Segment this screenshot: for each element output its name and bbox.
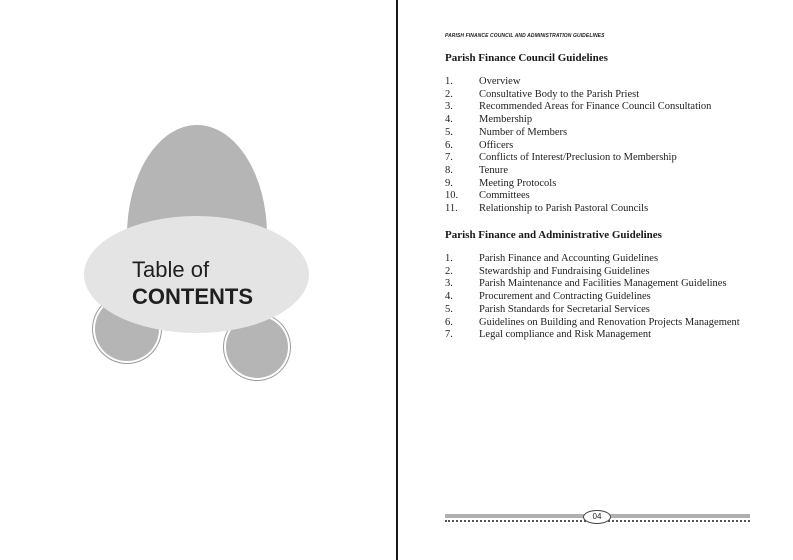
toc-entry-title: Parish Standards for Secretarial Services (479, 303, 650, 315)
title-line-2: CONTENTS (132, 284, 253, 309)
toc-entry-title: Membership (479, 114, 533, 126)
toc-entry-number: 10. (445, 190, 459, 202)
page-number-badge: 04 (583, 510, 611, 524)
section-heading-administrative: Parish Finance and Administrative Guidelines (445, 229, 662, 241)
toc-entry (445, 140, 750, 153)
section-heading-finance-council: Parish Finance Council Guidelines (445, 52, 608, 64)
left-page (0, 0, 396, 560)
toc-entry-number: 6. (445, 139, 453, 151)
toc-entry (445, 329, 750, 342)
toc-entry (445, 190, 750, 203)
toc-entry-number: 5. (445, 303, 453, 315)
toc-entry (445, 304, 750, 317)
toc-entry (445, 101, 750, 114)
toc-entry-title: Overview (479, 76, 521, 87)
toc-entry-title: Procurement and Contracting Guidelines (479, 291, 651, 303)
toc-entry-number: 7. (445, 329, 453, 341)
toc-entry (445, 152, 750, 165)
toc-entry-number: 1. (445, 76, 453, 87)
toc-entry-title: Legal compliance and Risk Management (479, 329, 652, 341)
toc-entry (445, 127, 750, 140)
toc-entry (445, 165, 750, 178)
administrative-contents-list (445, 253, 750, 342)
page-footer (445, 508, 750, 528)
toc-entry (445, 76, 750, 89)
right-page (398, 0, 793, 560)
toc-entry-number: 2. (445, 265, 453, 277)
toc-entry-title: Recommended Areas for Finance Council Consultation (479, 101, 712, 113)
toc-entry (445, 253, 750, 266)
toc-entry (445, 317, 750, 330)
toc-entry-title: Conflicts of Interest/Preclusion to Membership (479, 152, 677, 164)
title-line-1: Table of (132, 257, 210, 282)
finance-council-contents-list (445, 76, 750, 216)
toc-entry-number: 6. (445, 316, 453, 328)
toc-entry (445, 89, 750, 102)
toc-entry (445, 291, 750, 304)
toc-entry-title: Tenure (479, 164, 508, 176)
toc-entry (445, 203, 750, 216)
toc-entry-title: Number of Members (479, 126, 568, 138)
toc-entry-number: 8. (445, 164, 453, 176)
toc-entry-title: Parish Finance and Accounting Guidelines (479, 253, 659, 264)
toc-entry-title: Guidelines on Building and Renovation Projects Management (479, 316, 740, 328)
running-header: PARISH FINANCE COUNCIL AND ADMINISTRATION GUIDELINES (445, 33, 605, 39)
toc-entry-title: Parish Maintenance and Facilities Management Guidelines (479, 278, 727, 290)
toc-entry (445, 178, 750, 191)
table-of-contents-title (132, 256, 253, 310)
toc-entry-number: 7. (445, 152, 453, 164)
toc-entry-number: 4. (445, 291, 453, 303)
toc-entry-title: Stewardship and Fundraising Guidelines (479, 265, 650, 277)
toc-entry (445, 266, 750, 279)
toc-entry-number: 1. (445, 253, 453, 264)
toc-entry (445, 114, 750, 127)
toc-entry-title: Consultative Body to the Parish Priest (479, 88, 640, 100)
toc-entry-number: 3. (445, 101, 453, 113)
toc-entry-title: Relationship to Parish Pastoral Councils (479, 203, 649, 215)
toc-entry-title: Officers (479, 139, 514, 151)
toc-entry-number: 3. (445, 278, 453, 290)
toc-entry-title: Committees (479, 190, 530, 202)
toc-entry-number: 11. (445, 203, 458, 215)
toc-entry (445, 278, 750, 291)
toc-entry-number: 4. (445, 114, 453, 126)
toc-entry-title: Meeting Protocols (479, 177, 557, 189)
toc-entry-number: 9. (445, 177, 453, 189)
toc-entry-number: 2. (445, 88, 453, 100)
toc-entry-number: 5. (445, 126, 453, 138)
